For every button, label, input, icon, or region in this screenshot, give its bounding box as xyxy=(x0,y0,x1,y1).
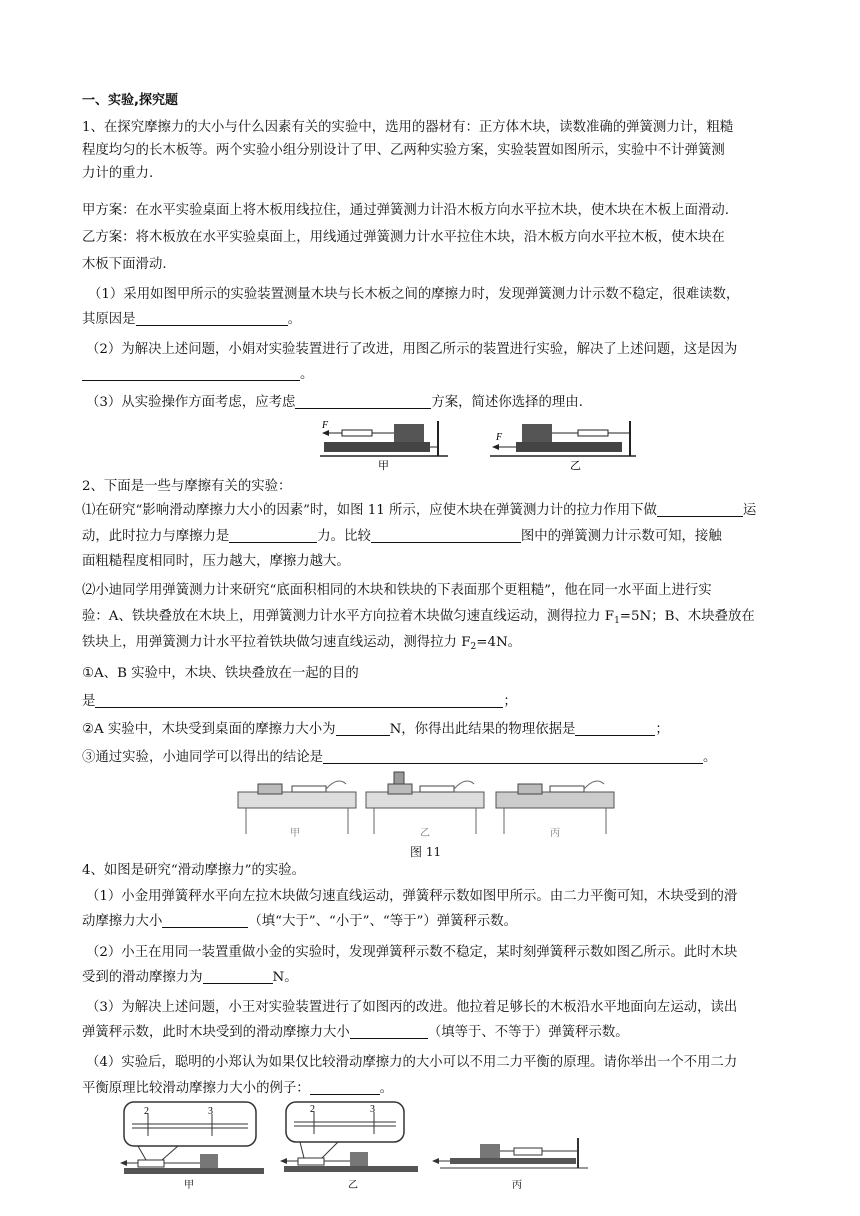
spring-scale xyxy=(298,1158,324,1165)
figure-label-jia: 甲 xyxy=(184,1180,194,1191)
scale-number: 3 xyxy=(208,1106,213,1117)
figure-label-jia: 甲 xyxy=(378,460,389,472)
weight xyxy=(394,772,404,784)
q4-part2-line-2 xyxy=(82,969,298,987)
q2-sub-3 xyxy=(82,749,716,767)
q2-line-3-c: 图中的弹簧测力计示数可知，接触 xyxy=(520,529,722,544)
force-label: F xyxy=(322,420,329,431)
spring-scale xyxy=(292,786,326,792)
q4-part3-line-2 xyxy=(82,1024,629,1042)
q1-part1-line-1: （1）采用如图甲所示的实验装置测量木块与长木板之间的摩擦力时，发现弹簧测力计示数不稳定，很难读数， xyxy=(88,287,740,302)
figure-label-jia: 甲 xyxy=(290,828,300,839)
arrow-icon xyxy=(492,444,499,450)
answer-blank[interactable] xyxy=(336,721,390,736)
block xyxy=(258,784,282,794)
spring-scale xyxy=(550,786,584,792)
figure-11 xyxy=(234,770,630,842)
figure-11-caption: 图 11 xyxy=(410,845,442,859)
q2-line-7 xyxy=(82,634,521,656)
q2-line-1: 2、下面是一些与摩擦有关的实验： xyxy=(82,479,292,494)
q2-sub-2-b: N，你得出此结果的物理依据是 xyxy=(389,722,576,737)
block xyxy=(522,424,552,442)
q1-figure-jia xyxy=(318,416,450,472)
q1-part1-prefix: 其原因是 xyxy=(82,312,136,327)
board xyxy=(450,1158,576,1164)
answer-blank[interactable] xyxy=(136,311,288,326)
block xyxy=(394,424,424,442)
answer-blank[interactable] xyxy=(657,502,743,517)
scale-number: 2 xyxy=(310,1104,315,1115)
board xyxy=(516,442,622,452)
answer-blank[interactable] xyxy=(203,969,273,984)
q4-part2-b: N。 xyxy=(272,970,298,985)
arrow-icon xyxy=(280,1158,287,1164)
answer-blank[interactable] xyxy=(95,693,503,708)
q2-sub-1-answer xyxy=(82,693,517,711)
q2-sub-1-prefix: 是 xyxy=(82,694,96,709)
q2-sub-2-a: ②A 实验中，木块受到桌面的摩擦力大小为 xyxy=(82,722,336,737)
q2-line-7-b: =4N。 xyxy=(476,635,522,650)
answer-blank[interactable] xyxy=(310,1080,380,1095)
q4-part3-line-1: （3）为解决上述问题，小王对实验装置进行了如图丙的改进。他拉着足够长的木板沿水平地面向左运动，读出 xyxy=(86,1000,738,1015)
q1-part2-line-1: （2）为解决上述问题，小娟对实验装置进行了改进，用图乙所示的装置进行实验，解决了上述问题，这是因为 xyxy=(86,342,738,357)
q4-part2-line-1: （2）小王在用同一装置重做小金的实验时，发现弹簧秤示数不稳定，某时刻弹簧秤示数如图乙所示。此时木块 xyxy=(86,945,738,960)
block xyxy=(200,1154,218,1168)
q4-figures xyxy=(118,1094,596,1192)
q1-line-1: 1、在探究摩擦力的大小与什么因素有关的实验中，选用的器材有：正方体木块，读数准确的弹簧测力计，粗糙 xyxy=(82,120,734,135)
q4-part1-line-2 xyxy=(82,913,517,931)
punct: ； xyxy=(655,722,669,737)
q4-line-1: 4、如图是研究“滑动摩擦力”的实验。 xyxy=(82,863,306,878)
punct: 。 xyxy=(300,367,314,382)
q1-line-3: 力计的重力. xyxy=(82,166,154,181)
q1-part2-line-2 xyxy=(82,366,313,384)
q2-sub-2 xyxy=(82,721,669,739)
figure-label-bing: 丙 xyxy=(550,828,560,839)
spring-scale xyxy=(138,1160,164,1167)
q4-part4-line-1: （4）实验后，聪明的小郑认为如果仅比较滑动摩擦力的大小可以不用二力平衡的原理。请你举出一个不用二力 xyxy=(86,1055,738,1070)
arrow-icon xyxy=(432,1158,439,1164)
q2-line-6-a: 验：A、铁块叠放在木块上，用弹簧测力计水平方向拉着木块做匀速直线运动，测得拉力 F xyxy=(82,609,615,624)
q4-part3-a: 弹簧秤示数，此时木块受到的滑动摩擦力大小 xyxy=(82,1025,350,1040)
q2-line-5: ⑵小迪同学用弹簧测力计来研究“底面积相同的木块和铁块的下表面那个更粗糙”，他在同一水平面上进行实 xyxy=(82,583,712,598)
block xyxy=(518,784,542,794)
block xyxy=(480,1144,500,1158)
spring-scale xyxy=(420,786,454,792)
q2-line-6 xyxy=(82,608,755,630)
punct: 。 xyxy=(379,1081,394,1096)
board xyxy=(284,1166,418,1172)
spring-scale xyxy=(514,1148,542,1155)
q1-part3-prefix: （3）从实验操作方面考虑，应考虑 xyxy=(86,395,296,410)
q4-part2-a: 受到的滑动摩擦力为 xyxy=(82,970,203,985)
block xyxy=(350,1152,368,1166)
q1-part3-suffix: 方案，简述你选择的理由. xyxy=(431,395,583,410)
figure-label-yi: 乙 xyxy=(570,460,581,472)
subscript: 2 xyxy=(470,642,477,652)
answer-blank[interactable] xyxy=(162,913,248,928)
spring-scale xyxy=(342,430,372,436)
q2-line-6-b: =5N；B、木块叠放在 xyxy=(619,609,755,624)
q4-part1-line-1: （1）小金用弹簧秤水平向左拉木块做匀速直线运动，弹簧秤示数如图甲所示。由二力平衡可知，木块受到的滑 xyxy=(86,889,738,904)
q1-part1-line-2 xyxy=(82,311,301,329)
q2-line-2-end: 运 xyxy=(742,503,757,518)
force-label: F xyxy=(496,432,503,443)
q4-figure-yi xyxy=(280,1102,418,1191)
answer-blank[interactable] xyxy=(350,1024,428,1039)
q2-line-2 xyxy=(82,502,756,520)
board xyxy=(124,1168,264,1174)
answer-blank[interactable] xyxy=(295,394,431,409)
q4-part3-b: （填等于、不等于）弹簧秤示数。 xyxy=(427,1025,629,1040)
punct: ； xyxy=(503,694,517,709)
figure-label-bing: 丙 xyxy=(512,1180,522,1191)
figure-label-yi: 乙 xyxy=(348,1180,358,1191)
block xyxy=(388,784,412,794)
answer-blank[interactable] xyxy=(82,366,300,381)
arrow-icon xyxy=(120,1160,127,1166)
subscript: 1 xyxy=(614,616,620,626)
q1-plan-yi-line-2: 木板下面滑动. xyxy=(82,257,167,272)
q1-plan-jia: 甲方案：在水平实验桌面上将木板用线拉住，通过弹簧测力计沿木板方向水平拉木块，使木块在木板上面滑动. xyxy=(82,203,730,218)
q4-figure-bing xyxy=(432,1138,588,1191)
q4-part1-b: （填“大于”、“小于”、“等于”）弹簧秤示数。 xyxy=(248,914,518,929)
q1-figure-yi xyxy=(488,416,638,472)
q2-line-2-text: ⑴在研究“影响滑动摩擦力大小的因素”时，如图 11 所示，应使木块在弹簧测力计的拉力作用下做 xyxy=(82,503,657,518)
q2-line-3 xyxy=(82,528,722,546)
q2-line-3-a: 动，此时拉力与摩擦力是 xyxy=(82,529,230,544)
q2-line-4: 面粗糙程度相同时，压力越大，摩擦力越大。 xyxy=(82,554,350,569)
spring-scale xyxy=(578,430,608,436)
answer-blank[interactable] xyxy=(575,721,655,736)
punct: 。 xyxy=(287,312,301,327)
q2-line-7-a: 铁块上，用弹簧测力计水平拉着铁块做匀速直线运动，测得拉力 F xyxy=(82,635,471,650)
q2-sub-3-a: ③通过实验，小迪同学可以得出的结论是 xyxy=(82,750,324,765)
section-title: 一、实验,探究题 xyxy=(82,93,178,108)
q4-part4-a: 平衡原理比较滑动摩擦力大小的例子： xyxy=(82,1081,310,1096)
answer-blank[interactable] xyxy=(371,528,521,543)
scale-number: 2 xyxy=(144,1106,149,1117)
q1-part3 xyxy=(86,394,583,412)
scale-number: 3 xyxy=(370,1104,375,1115)
q2-sub-1: ①A、B 实验中，木块、铁块叠放在一起的目的 xyxy=(82,666,359,681)
q4-figure-jia xyxy=(120,1102,264,1191)
figure-label-yi: 乙 xyxy=(420,828,430,839)
punct: 。 xyxy=(703,750,717,765)
q1-line-2: 程度均匀的长木板等。两个实验小组分别设计了甲、乙两种实验方案，实验装置如图所示，实验中不计弹簧测 xyxy=(82,143,725,158)
q1-plan-yi-line-1: 乙方案：将木板放在水平实验桌面上，用线通过弹簧测力计水平拉住木块，沿木板方向水平拉木板，使木块在 xyxy=(82,230,725,245)
answer-blank[interactable] xyxy=(229,528,317,543)
q2-line-3-b: 力。比较 xyxy=(317,529,371,544)
q4-part1-a: 动摩擦力大小 xyxy=(82,914,163,929)
answer-blank[interactable] xyxy=(323,749,703,764)
board xyxy=(324,442,430,452)
